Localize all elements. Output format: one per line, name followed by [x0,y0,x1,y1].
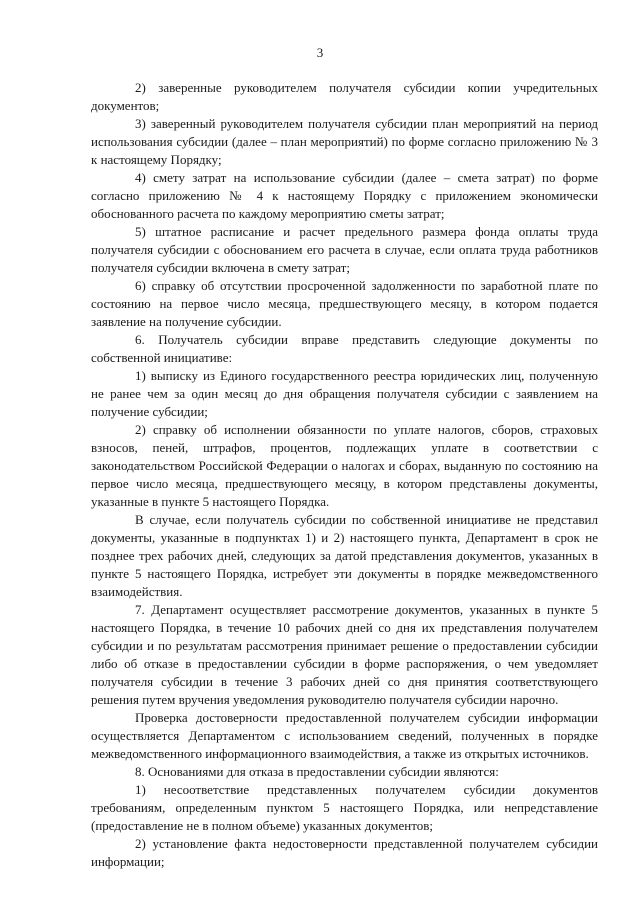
paragraph-clause-6-item-1: 1) выписку из Единого государственного реестра юридических лиц, полученную не ранее чем за один месяц до дня обращения получателя субсидии с заявлением на получение субсидии; [91,368,598,419]
paragraph-item-4: 4) смету затрат на использование субсидии (далее – смета затрат) по форме согласно приложению № 4 к настоящему Порядку с приложением экономически обоснованного расчета по каждому мероприятию сметы затрат; [91,170,598,221]
paragraph-item-2: 2) заверенные руководителем получателя субсидии копии учредительных документов; [91,80,598,113]
paragraph-clause-6: 6. Получатель субсидии вправе представить следующие документы по собственной инициативе: [91,332,598,365]
paragraph-clause-6-item-2: 2) справку об исполнении обязанности по уплате налогов, сборов, страховых взносов, пеней, штрафов, процентов, подлежащих уплате в соответствии с законодательством Российской Федерации о налогах и сборах, выданную по состоянию на первое число месяца, предшествующего месяцу, в котором представлены документы, указанные в пункте 5 настоящего Порядка. [91,422,598,509]
paragraph-clause-7-verification: Проверка достоверности предоставленной получателем субсидии информации осуществляется Департаментом с использованием сведений, полученных в порядке межведомственного информационного взаимодействия, а также из открытых источников. [91,710,598,761]
document-body [91,79,598,871]
paragraph-item-3: 3) заверенный руководителем получателя субсидии план мероприятий на период использования субсидии (далее – план мероприятий) по форме согласно приложению № 3 к настоящему Порядку; [91,116,598,167]
paragraph-clause-8-item-2: 2) установление факта недостоверности представленной получателем субсидии информации; [91,836,598,869]
paragraph-clause-8: 8. Основаниями для отказа в предоставлении субсидии являются: [135,764,499,779]
page-number: 3 [316,45,324,60]
paragraph-item-6: 6) справку об отсутствии просроченной задолженности по заработной плате по состоянию на первое число месяца, предшествующего месяцу, в котором подается заявление на получение субсидии. [91,278,598,329]
paragraph-clause-6-note: В случае, если получатель субсидии по собственной инициативе не представил документы, указанные в подпунктах 1) и 2) настоящего пункта, Департамент в срок не позднее трех рабочих дней, следующих за датой представления документов, указанных в пункте 5 настоящего Порядка, истребует эти документы в порядке межведомственного взаимодействия. [91,512,598,599]
paragraph-clause-8-item-1: 1) несоответствие представленных получателем субсидии документов требованиям, определенным пунктом 5 настоящего Порядка, или непредставление (предоставление не в полном объеме) указанных документов; [91,782,598,833]
paragraph-clause-7: 7. Департамент осуществляет рассмотрение документов, указанных в пункте 5 настоящего Порядка, в течение 10 рабочих дней со дня их представления получателем субсидии и по результатам рассмотрения принимает решение о предоставлении субсидии либо об отказе в предоставлении субсидии в форме распоряжения, о чем уведомляет получателя субсидии в течение 3 рабочих дней со дня принятия соответствующего решения путем вручения уведомления руководителю получателя субсидии нарочно. [91,602,598,707]
paragraph-item-5: 5) штатное расписание и расчет предельного размера фонда оплаты труда получателя субсидии с обоснованием его расчета в случае, если оплата труда работников получателя субсидии включена в смету затрат; [91,224,598,275]
